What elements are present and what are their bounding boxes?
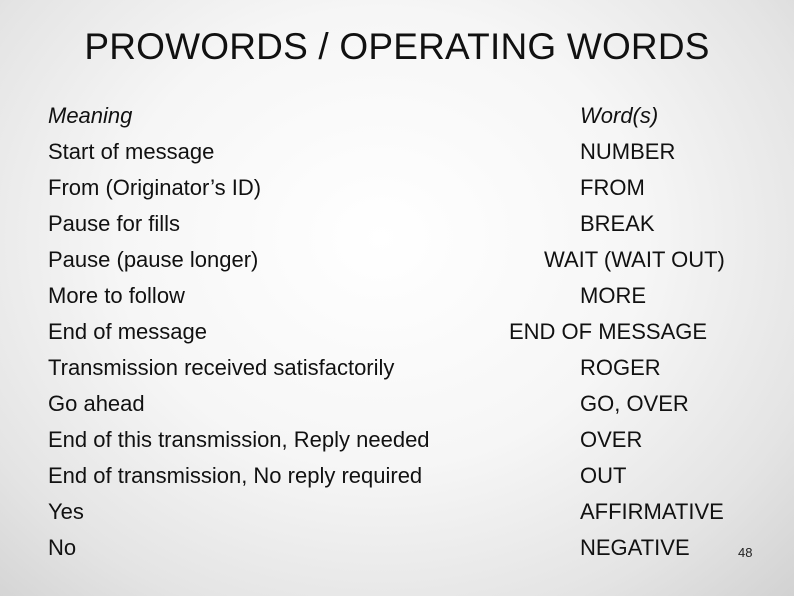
page-number: 48 bbox=[738, 545, 753, 560]
word-cell: ROGER bbox=[580, 355, 661, 380]
meaning-cell: End of message bbox=[48, 319, 207, 344]
meaning-cell: More to follow bbox=[48, 283, 185, 308]
word-cell: FROM bbox=[580, 175, 645, 200]
meaning-cell: Go ahead bbox=[48, 391, 145, 416]
slide-title: PROWORDS / OPERATING WORDS bbox=[84, 26, 710, 67]
word-cell: END OF MESSAGE bbox=[509, 319, 708, 344]
meaning-cell: Yes bbox=[48, 499, 84, 524]
meaning-cell: End of transmission, No reply required bbox=[48, 463, 423, 488]
meaning-cell: Start of message bbox=[48, 139, 215, 164]
word-cell: NUMBER bbox=[580, 139, 676, 164]
meaning-cell: End of this transmission, Reply needed bbox=[48, 427, 430, 452]
meaning-cell: No bbox=[48, 535, 77, 560]
word-cell: OVER bbox=[580, 427, 643, 452]
word-cell: OUT bbox=[580, 463, 627, 488]
meaning-cell: Pause (pause longer) bbox=[48, 247, 259, 272]
word-cell: NEGATIVE bbox=[580, 535, 690, 560]
meaning-cell: From (Originator’s ID) bbox=[48, 175, 262, 200]
meaning-cell: Transmission received satisfactorily bbox=[48, 355, 395, 380]
word-cell: GO, OVER bbox=[580, 391, 689, 416]
word-cell: MORE bbox=[580, 283, 646, 308]
meaning-column-header: Meaning bbox=[48, 103, 133, 128]
word-cell: BREAK bbox=[580, 211, 655, 236]
word-cell: AFFIRMATIVE bbox=[580, 499, 724, 524]
word-cell: WAIT (WAIT OUT) bbox=[544, 247, 725, 272]
words-column-header: Word(s) bbox=[580, 103, 659, 128]
meaning-cell: Pause for fills bbox=[48, 211, 181, 236]
